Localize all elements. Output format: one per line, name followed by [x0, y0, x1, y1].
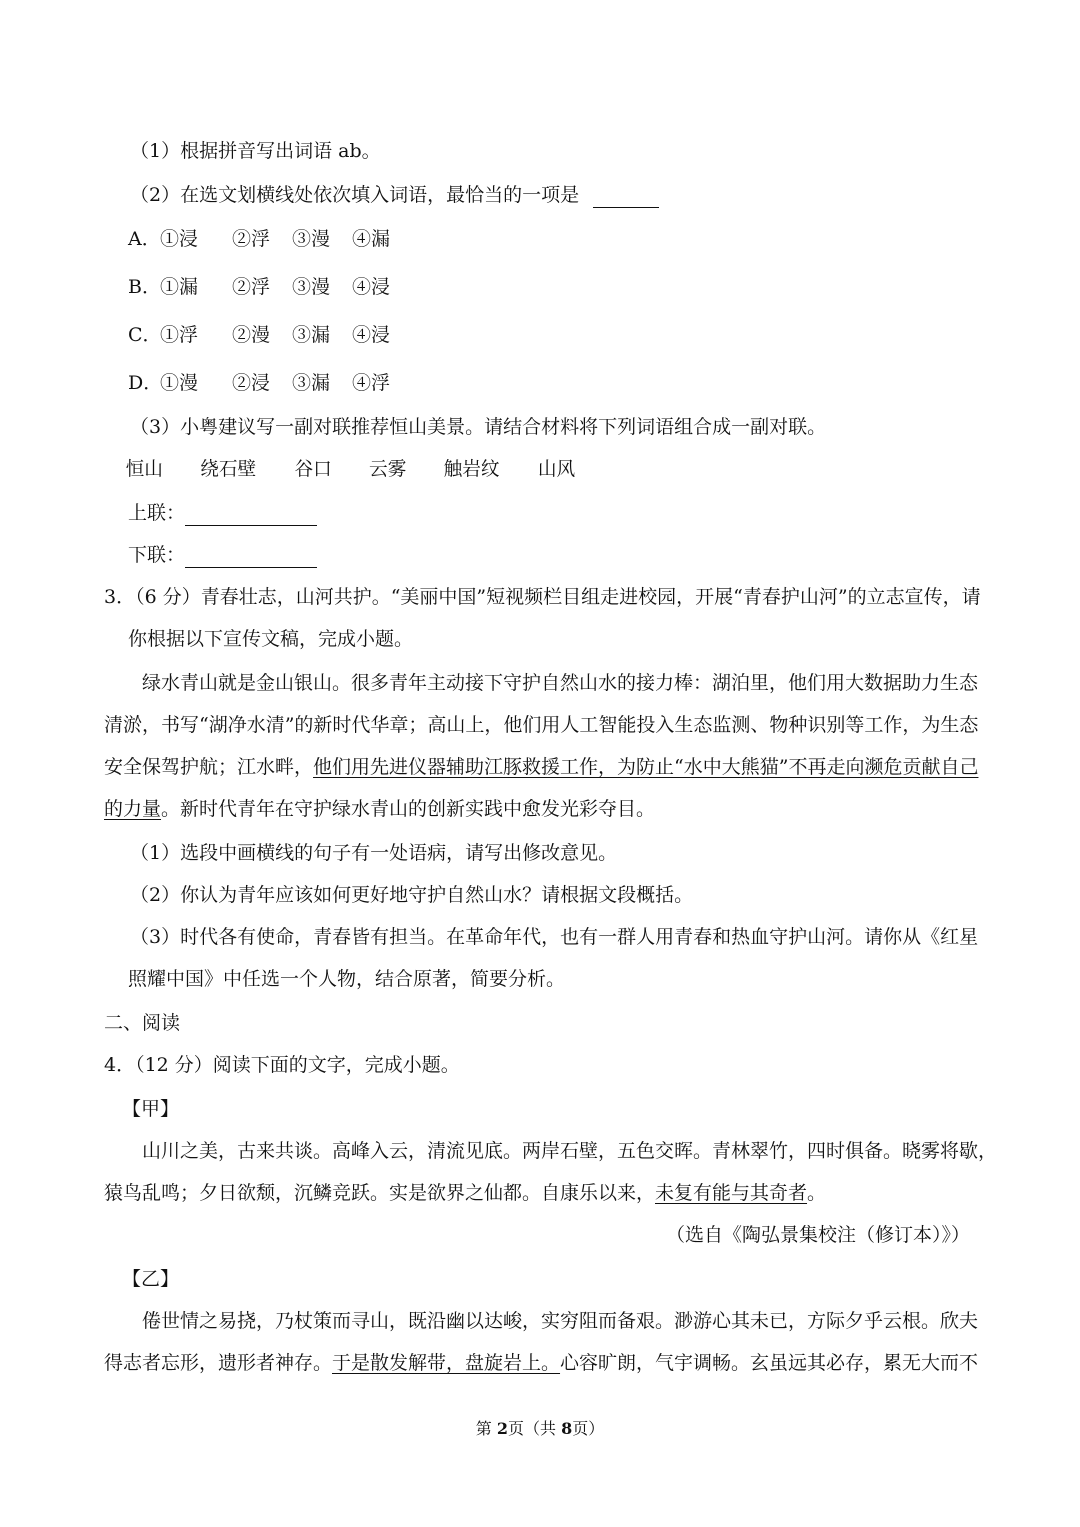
lower-couplet-label: 下联：: [128, 544, 186, 566]
word-list: [0, 456, 1060, 482]
q3-stem-line2: 你根据以下宣传文稿，完成小题。: [128, 628, 414, 650]
q2-sub2: [130, 182, 659, 208]
option-d: [128, 370, 390, 396]
q2-sub1: （1）根据拼音写出词语 ab。: [130, 140, 381, 162]
passage-text: 。新时代青年在守护绿水青山的创新实践中愈发光彩夺目。: [161, 798, 656, 820]
upper-couplet: [128, 500, 317, 526]
word-item: 谷口: [294, 458, 332, 480]
q3-stem-line1: 3．（6 分）青春壮志，山河共护。“美丽中国”短视频栏目组走进校园，开展“青春护山河”的立志宣传，请: [104, 586, 981, 608]
word-item: 恒山: [125, 458, 163, 480]
option-item: ④浸: [352, 276, 391, 298]
underlined-sentence: 于是散发解带，盘旋岩上。: [332, 1352, 561, 1374]
option-item: ①浮: [160, 324, 199, 346]
option-item: ①漫: [160, 372, 199, 394]
jia-line2: [104, 1180, 826, 1206]
option-letter: C．: [128, 324, 162, 346]
footer-text: 第: [475, 1419, 497, 1438]
option-letter: D．: [128, 372, 163, 394]
total-pages: 8: [561, 1419, 573, 1438]
word-item: 绕石壁: [200, 458, 257, 480]
option-item: ②浮: [232, 228, 271, 250]
underlined-sentence: 的力量: [104, 798, 162, 820]
upper-couplet-blank[interactable]: [185, 505, 317, 526]
yi-line1: 倦世情之易挠，乃杖策而寻山，既沿幽以达峻，实穷阻而备艰。渺游心其未已，方际夕乎云根。欣夫: [142, 1310, 979, 1332]
option-item: ②漫: [232, 324, 271, 346]
lower-couplet-blank[interactable]: [185, 547, 317, 568]
q3-passage-line4: [104, 796, 655, 822]
q3-passage-line2: 清淤，书写“湖净水清”的新时代华章；高山上，他们用人工智能投入生态监测、物种识别等工作，为生态: [104, 714, 979, 736]
passage-text: 心容旷朗，气宇调畅。玄虽远其必存，累无大而不: [560, 1352, 979, 1374]
word-item: 云雾: [369, 458, 407, 480]
passage-text: 得志者忘形，遗形者神存。: [104, 1352, 333, 1374]
option-item: ③漫: [292, 228, 331, 250]
option-b: [128, 274, 390, 300]
underlined-sentence: 他们用先进仪器辅助江豚救援工作，为防止“水中大熊猫”不再走向濒危贡献自己: [313, 756, 979, 778]
passage-text: 。: [807, 1182, 827, 1204]
option-item: ③漏: [292, 372, 331, 394]
option-item: ③漫: [292, 276, 331, 298]
q2-sub2-text: （2）在选文划横线处依次填入词语，最恰当的一项是: [130, 184, 580, 206]
jia-label: 【甲】: [122, 1098, 180, 1120]
page-footer: [0, 1416, 1080, 1439]
jia-source: （选自《陶弘景集校注（修订本）》）: [665, 1224, 970, 1246]
passage-text: 猿鸟乱鸣；夕日欲颓，沉鳞竞跃。实是欲界之仙都。自康乐以来，: [104, 1182, 656, 1204]
answer-blank[interactable]: [593, 187, 659, 208]
q3-sub3-line2: 照耀中国》中任选一个人物，结合原著，简要分析。: [128, 968, 566, 990]
page-number: 2: [496, 1419, 508, 1438]
option-item: ①漏: [160, 276, 199, 298]
upper-couplet-label: 上联：: [128, 502, 186, 524]
section-heading-reading: 二、阅读: [104, 1012, 181, 1034]
option-item: ②浸: [232, 372, 271, 394]
footer-text: 页（共: [507, 1419, 562, 1438]
q2-sub3: （3）小粤建议写一副对联推荐恒山美景。请结合材料将下列词语组合成一副对联。: [130, 416, 827, 438]
q3-passage-line1: 绿水青山就是金山银山。很多青年主动接下守护自然山水的接力棒：湖泊里，他们用大数据助力生态: [142, 672, 979, 694]
option-a: [128, 226, 390, 252]
yi-label: 【乙】: [122, 1268, 180, 1290]
q3-sub3-line1: （3）时代各有使命，青春皆有担当。在革命年代，也有一群人用青春和热血守护山河。请你从《红星: [130, 926, 979, 948]
passage-text: 安全保驾护航；江水畔，: [104, 756, 314, 778]
option-item: ①浸: [160, 228, 199, 250]
jia-line1: 山川之美，古来共谈。高峰入云，清流见底。两岸石壁，五色交晖。青林翠竹，四时俱备。晓雾将歇，: [142, 1140, 998, 1162]
underlined-sentence: 未复有能与其奇者: [655, 1182, 808, 1204]
q3-sub2: （2）你认为青年应该如何更好地守护自然山水？请根据文段概括。: [130, 884, 694, 906]
option-item: ④浮: [352, 372, 391, 394]
option-c: [128, 322, 390, 348]
option-letter: A．: [128, 228, 161, 250]
q3-sub1: （1）选段中画横线的句子有一处语病，请写出修改意见。: [130, 842, 618, 864]
lower-couplet: [128, 542, 317, 568]
q4-stem: 4．（12 分）阅读下面的文字，完成小题。: [104, 1054, 460, 1076]
option-letter: B．: [128, 276, 161, 298]
q3-passage-line3: [104, 754, 978, 780]
yi-line2: [104, 1350, 978, 1376]
option-item: ③漏: [292, 324, 331, 346]
option-item: ④漏: [352, 228, 391, 250]
word-item: 触岩纹: [443, 458, 500, 480]
option-item: ④浸: [352, 324, 391, 346]
footer-text: 页）: [572, 1419, 605, 1438]
option-item: ②浮: [232, 276, 271, 298]
word-item: 山风: [537, 458, 576, 480]
